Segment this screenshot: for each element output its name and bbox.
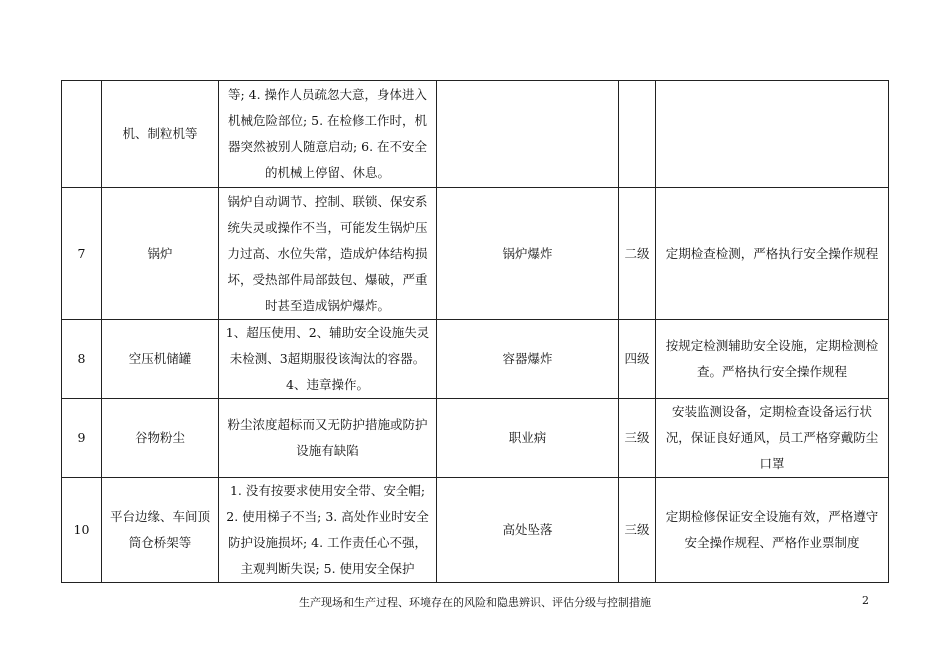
table-row [62,81,889,188]
cell-no: 10 [62,478,102,583]
cell-equipment: 平台边缘、车间顶筒仓桥架等 [102,478,219,583]
table-row [62,478,889,583]
cell-control [656,81,889,188]
cell-hazard: 锅炉自动调节、控制、联锁、保安系统失灵或操作不当，可能发生锅炉压力过高、水位失常，造成炉体结构损坏，受热部件局部鼓包、爆破，严重时甚至造成锅炉爆炸。 [219,188,437,320]
cell-hazard: 1、超压使用、2、辅助安全设施失灵未检测、3超期服役该淘汰的容器。4、违章操作。 [219,320,437,399]
table-row [62,188,889,320]
cell-no: 9 [62,399,102,478]
cell-hazard: 粉尘浓度超标而又无防护措施或防护设施有缺陷 [219,399,437,478]
table-row [62,320,889,399]
cell-equipment: 谷物粉尘 [102,399,219,478]
cell-accident [437,81,619,188]
cell-control: 定期检修保证安全设施有效，严格遵守安全操作规程、严格作业票制度 [656,478,889,583]
cell-equipment: 空压机储罐 [102,320,219,399]
cell-accident: 容器爆炸 [437,320,619,399]
cell-accident: 高处坠落 [437,478,619,583]
risk-table [61,80,889,583]
cell-level: 四级 [619,320,656,399]
cell-equipment: 机、制粒机等 [102,81,219,188]
cell-level: 三级 [619,478,656,583]
cell-level: 三级 [619,399,656,478]
cell-hazard: 等; 4. 操作人员疏忽大意，身体进入机械危险部位; 5. 在检修工作时，机器突然被别人随意启动; 6. 在不安全的机械上停留、休息。 [219,81,437,188]
cell-hazard: 1. 没有按要求使用安全带、安全帽; 2. 使用梯子不当; 3. 高处作业时安全防护设施损坏; 4. 工作责任心不强，主观判断失误; 5. 使用安全保护 [219,478,437,583]
cell-control: 按规定检测辅助安全设施，定期检测检查。严格执行安全操作规程 [656,320,889,399]
cell-level: 二级 [619,188,656,320]
cell-accident: 锅炉爆炸 [437,188,619,320]
cell-control: 安装监测设备，定期检查设备运行状况，保证良好通风，员工严格穿戴防尘口罩 [656,399,889,478]
page-number: 2 [862,594,869,607]
cell-no [62,81,102,188]
cell-no: 7 [62,188,102,320]
page-footer: 生产现场和生产过程、环境存在的风险和隐患辨识、评估分级与控制措施 [299,596,651,609]
cell-control: 定期检查检测，严格执行安全操作规程 [656,188,889,320]
cell-accident: 职业病 [437,399,619,478]
cell-no: 8 [62,320,102,399]
cell-equipment: 锅炉 [102,188,219,320]
table-row [62,399,889,478]
cell-level [619,81,656,188]
